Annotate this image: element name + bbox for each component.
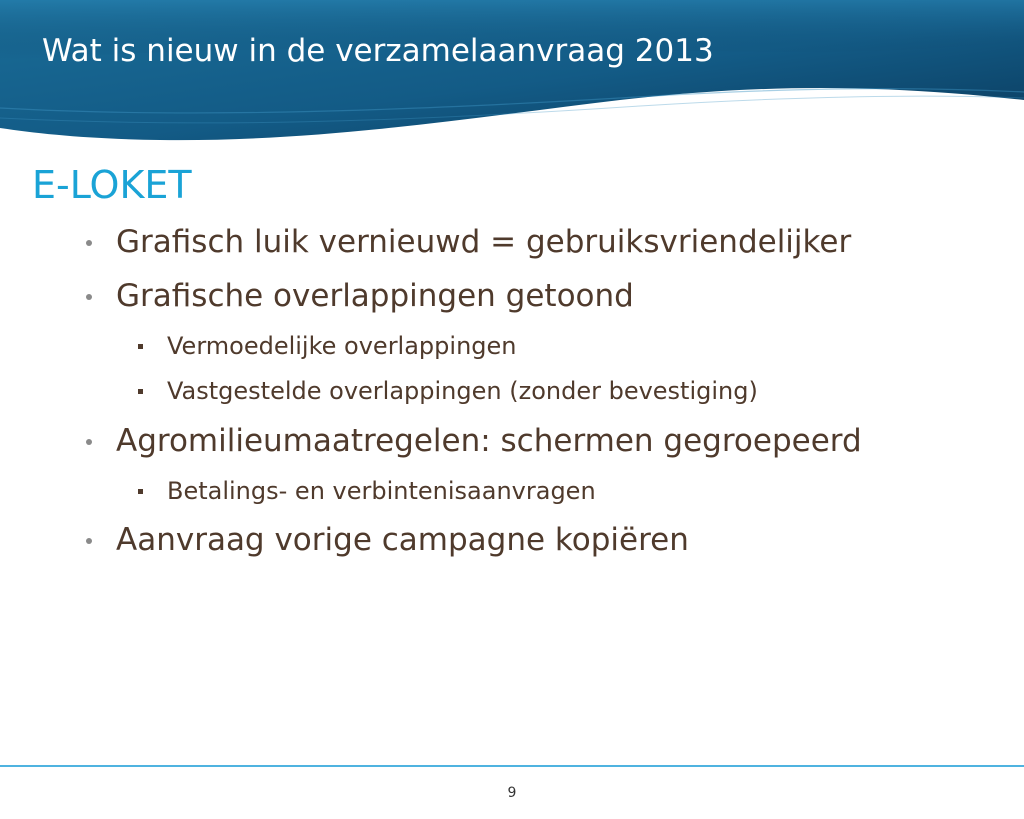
section-heading: E-LOKET: [32, 163, 192, 207]
footer-divider: [0, 765, 1024, 767]
page-number: 9: [507, 785, 517, 801]
header-wave-graphic: [0, 0, 1024, 150]
sub-bullet-text: Vastgestelde overlappingen (zonder bevestiging): [167, 377, 758, 405]
sub-bullet-item: [167, 377, 758, 405]
header-banner: [0, 0, 1024, 150]
sub-bullet-item: [167, 477, 596, 505]
bullet-text: Grafische overlappingen getoond: [116, 278, 634, 314]
bullet-square-icon: [138, 389, 143, 394]
bullet-text: Aanvraag vorige campagne kopiëren: [116, 522, 689, 558]
sub-bullet-text: Vermoedelijke overlappingen: [167, 332, 517, 360]
slide-title: Wat is nieuw in de verzamelaanvraag 2013: [42, 33, 714, 69]
bullet-square-icon: [138, 489, 143, 494]
bullet-text: Grafisch luik vernieuwd = gebruiksvriendelijker: [116, 224, 852, 260]
sub-bullet-item: [167, 332, 517, 360]
bullet-item: [116, 278, 634, 314]
bullet-item: [116, 224, 851, 260]
bullet-item: [116, 522, 689, 558]
bullet-square-icon: [138, 344, 143, 349]
bullet-dot-icon: [86, 439, 92, 445]
bullet-dot-icon: [86, 538, 92, 544]
sub-bullet-text: Betalings- en verbintenisaanvragen: [167, 477, 596, 505]
bullet-dot-icon: [86, 294, 92, 300]
bullet-item: [116, 423, 862, 459]
bullet-dot-icon: [86, 240, 92, 246]
bullet-text: Agromilieumaatregelen: schermen gegroepeerd: [116, 423, 862, 459]
